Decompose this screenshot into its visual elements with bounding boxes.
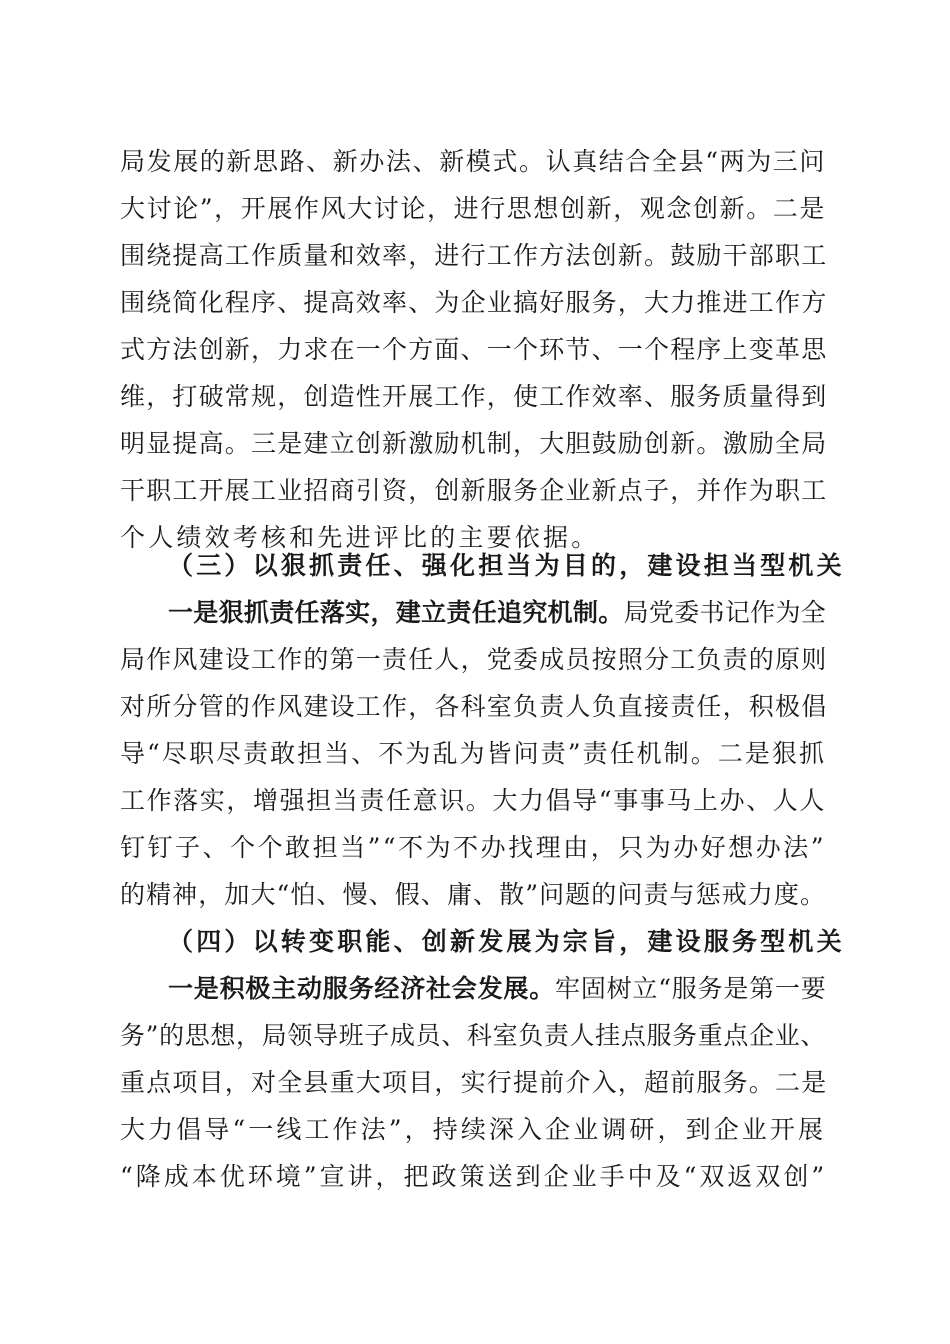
paragraph-line: 局作风建设工作的第一责任人，党委成员按照分工负责的原则: [120, 645, 828, 674]
section-heading-4: （四）以转变职能、创新发展为宗旨，建设服务型机关: [168, 927, 845, 956]
paragraph-line: 大力倡导“一线工作法”，持续深入企业调研，到企业开展: [120, 1115, 826, 1144]
lead-rest: 牢固树立“服务是第一要: [555, 974, 827, 1003]
paragraph-line: “降成本优环境”宣讲，把政策送到企业手中及“双返双创”: [120, 1162, 828, 1191]
lead-sentence: 一是积极主动服务经济社会发展。: [168, 974, 556, 1003]
paragraph-line: 对所分管的作风建设工作，各科室负责人负直接责任，积极倡: [120, 692, 828, 721]
paragraph-line: 工作落实，增强担当责任意识。大力倡导“事事马上办、人人: [120, 786, 826, 815]
paragraph-line: 明显提高。三是建立创新激励机制，大胆鼓励创新。激励全局: [120, 429, 828, 458]
lead-rest: 局党委书记作为全: [623, 598, 826, 627]
paragraph-line: 个人绩效考核和先进评比的主要依据。: [120, 523, 600, 552]
paragraph-line: 围绕提高工作质量和效率，进行工作方法创新。鼓励干部职工: [120, 241, 828, 270]
paragraph-line: 务”的思想，局领导班子成员、科室负责人挂点服务重点企业、: [120, 1021, 826, 1050]
paragraph-line: 干职工开展工业招商引资，创新服务企业新点子，并作为职工: [120, 476, 828, 505]
paragraph-line: 的精神，加大“怕、慢、假、庸、散”问题的问责与惩戒力度。: [120, 880, 826, 909]
paragraph-line: 维，打破常规，创造性开展工作，使工作效率、服务质量得到: [120, 382, 828, 411]
paragraph-line: 重点项目，对全县重大项目，实行提前介入，超前服务。二是: [120, 1068, 828, 1097]
paragraph-line: 局发展的新思路、新办法、新模式。认真结合全县“两为三问: [120, 147, 826, 176]
paragraph-line: 导“尽职尽责敢担当、不为乱为皆问责”责任机制。二是狠抓: [120, 739, 826, 768]
paragraph-line: 围绕简化程序、提高效率、为企业搞好服务，大力推进工作方: [120, 288, 828, 317]
section-heading-3: （三）以狠抓责任、强化担当为目的，建设担当型机关: [168, 551, 845, 580]
paragraph-line: 大讨论”，开展作风大讨论，进行思想创新，观念创新。二是: [120, 194, 826, 223]
lead-sentence: 一是狠抓责任落实，建立责任追究机制。: [168, 598, 624, 627]
paragraph-line: 钉钉子、个个敢担当”“不为不办找理由，只为办好想办法”: [120, 833, 826, 862]
paragraph-lead-line: [168, 590, 826, 636]
paragraph-line: 式方法创新，力求在一个方面、一个环节、一个程序上变革思: [120, 335, 828, 364]
paragraph-lead-line: [168, 966, 826, 1012]
